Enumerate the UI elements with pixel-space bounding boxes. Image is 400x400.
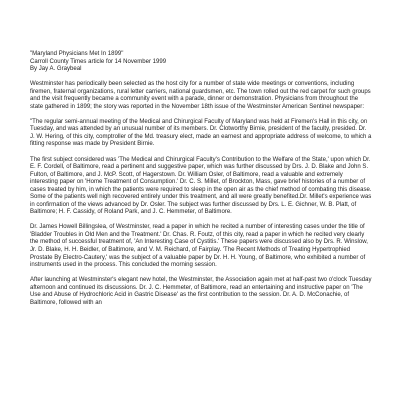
paragraph-2: "The regular semi-annual meeting of the Medical and Chirurgical Faculty of Maryland was held at Firemen's Hall in this city, on Tuesday, and was attended by an unusual number of its members. Dr. Clotworthy Birnie, president of the faculty, presided. Dr. J. W. Hering, of this city, comptroller of the Md. treasury elect, made an earnest and appropriate address of welcome, to which a fitting response was made by President Birnie. bbox=[30, 118, 372, 148]
paragraph-1: Westminster has periodically been selected as the host city for a number of state wide meetings or conventions, including firemen, fraternal organizations, rural letter carriers, national guardsmen, etc. The town rolled out the red carpet for such groups and the visit frequently became a community event with a parade, dinner or demonstration. Physicians from throughout the state gathered in 1899; the story was reported in the November 18th issue of the Westminster American Sentinel newspaper: bbox=[30, 81, 371, 110]
paragraph-5: After launching at Westminster's elegant new hotel, the Westminster, the Association again met at half-past two o'clock Tuesday afternoon and continued its discussions. Dr. J. C. Hemmeter, of Baltimore, read an entertaining and instructive paper on 'The Use and Abuse of Hydrochloric Acid in Gastric Disease' as the first contribution to the session. Dr. A. D. McConachie, of Baltimore, followed with an bbox=[30, 277, 372, 306]
paragraph-3: The first subject considered was 'The Medical and Chirurgical Faculty's Contribution to the Welfare of the State,' upon which Dr. E. F. Cordell, of Baltimore, read a pertinent and suggestive paper, which was further discussed by Drs. J. D. Blake and John S. Fulton, of Baltimore, and J. McP. Scott, of Hagerstown. Dr. William Osler, of Baltimore, read a valuable and extremely interesting paper on 'Home Treatment of Consumption.' Dr. C. S. Millet, of Brockton, Mass, gave brief histories of a number of cases treated by him, in which the patients were required to sleep in the open air as the chief method of combating this disease. Some of the patients well nigh recovered entirely under this treatment, and all were greatly benefited.Dr. Millet's experience was in confirmation of the views advanced by Dr. Osler. The subject was further discussed by Drs. L. E. Gichner, W. B. Platt, of Baltimore; H. F. Cassidy, of Roland Park, and J. C. Hemmeter, of Baltimore. bbox=[30, 156, 372, 216]
paragraph-4: Dr. James Howell Billingslea, of Westminster, read a paper in which he recited a number of interesting cases under the title of 'Bladder Troubles in Old Men and the Treatment.' Dr. Chas. R. Foutz, of this city, read a paper in which he recited very clearly the method of successful treatment of, 'An Interesting Case of Cystitis.' These papers were discussed also by Drs. R. Winslow, Jr. D. Blake, H. H. Beidler, of Baltimore, and V. M. Reichard, of Fairplay. 'The Recent Methods of Treating Hypertrophied Prostate By Electro-Cautery,' was the subject of a valuable paper by Dr. H. H. Young, of Baltimore, who exhibited a number of instruments used in the process. This concluded the morning session. bbox=[30, 224, 368, 269]
article-header bbox=[30, 51, 372, 74]
article-title: "Maryland Physicians Met In 1899" bbox=[30, 51, 124, 57]
article-byline: By Jay A. Graybeal bbox=[30, 66, 82, 73]
article-source: Carroll County Times article for 14 November 1999 bbox=[30, 58, 167, 65]
article-body bbox=[30, 51, 372, 315]
